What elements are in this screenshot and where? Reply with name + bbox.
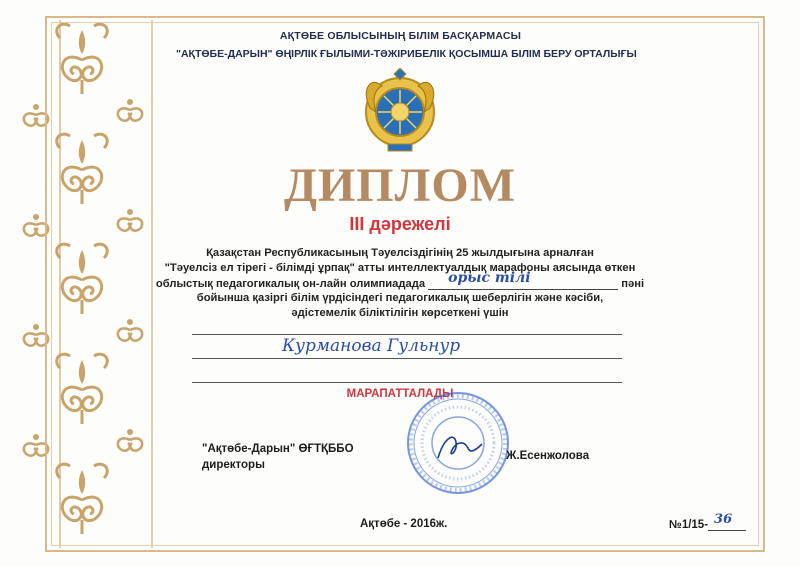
body-line-2: "Тәуелсіз ел тірегі - білімді ұрпақ" атты интеллектуалдық марафоны аясында өткен	[164, 262, 636, 274]
body-line-5: әдістемелік біліктілігін көрсеткені үшін	[291, 307, 509, 319]
signatory-block	[202, 441, 354, 473]
blank-line-2	[192, 358, 622, 359]
diploma-title: ДИПЛОМ	[283, 159, 517, 212]
blank-line-3	[192, 382, 622, 383]
org-line-2: "АҚТӨБЕ-ДАРЫН" ӨҢІРЛІК ҒЫЛЫМИ-ТӘЖІРИБЕЛІК ҚОСЫМША БІЛІМ БЕРУ ОРТАЛЫҒЫ	[176, 48, 637, 60]
body-line-3-prefix: облыстық педагогикалық он-лайн олимпиадада	[155, 278, 426, 290]
state-emblem-icon	[360, 68, 440, 154]
document-number	[669, 512, 746, 531]
body-line-3	[110, 270, 690, 290]
degree-label: ІІІ дәрежелі	[349, 214, 451, 234]
recipient-handwritten: Курманова Гульнур	[282, 336, 461, 356]
blank-line-1	[192, 334, 622, 335]
body-line-1: Қазақстан Республикасының Тәуелсіздігінің 25 жылдығына арналған	[206, 247, 594, 259]
org-line-1: АҚТӨБЕ ОБЛЫСЫНЫҢ БІЛІМ БАСҚАРМАСЫ	[279, 30, 522, 42]
signatory-org: "Ақтөбе-Дарын" ӨҒТҚББО	[202, 443, 354, 455]
subject-blank	[428, 270, 618, 290]
subject-handwritten: орыс тілі	[448, 270, 531, 286]
number-handwritten: 36	[714, 512, 733, 527]
award-text: МАРАПАТТАЛАДЫ	[346, 388, 454, 400]
number-prefix: №1/15-	[669, 519, 709, 531]
number-blank	[708, 512, 746, 531]
body-line-3-suffix: пәні	[621, 278, 645, 290]
body-line-4: бойынша қазіргі білім үрдісіндегі педагогикалық шеберлігін және кәсіби,	[196, 292, 604, 304]
signatory-name: Ж.Есенжолова	[506, 450, 590, 462]
signature-icon	[430, 428, 490, 468]
city-year: Ақтөбе - 2016ж.	[360, 518, 448, 530]
signatory-position: директоры	[202, 459, 265, 471]
